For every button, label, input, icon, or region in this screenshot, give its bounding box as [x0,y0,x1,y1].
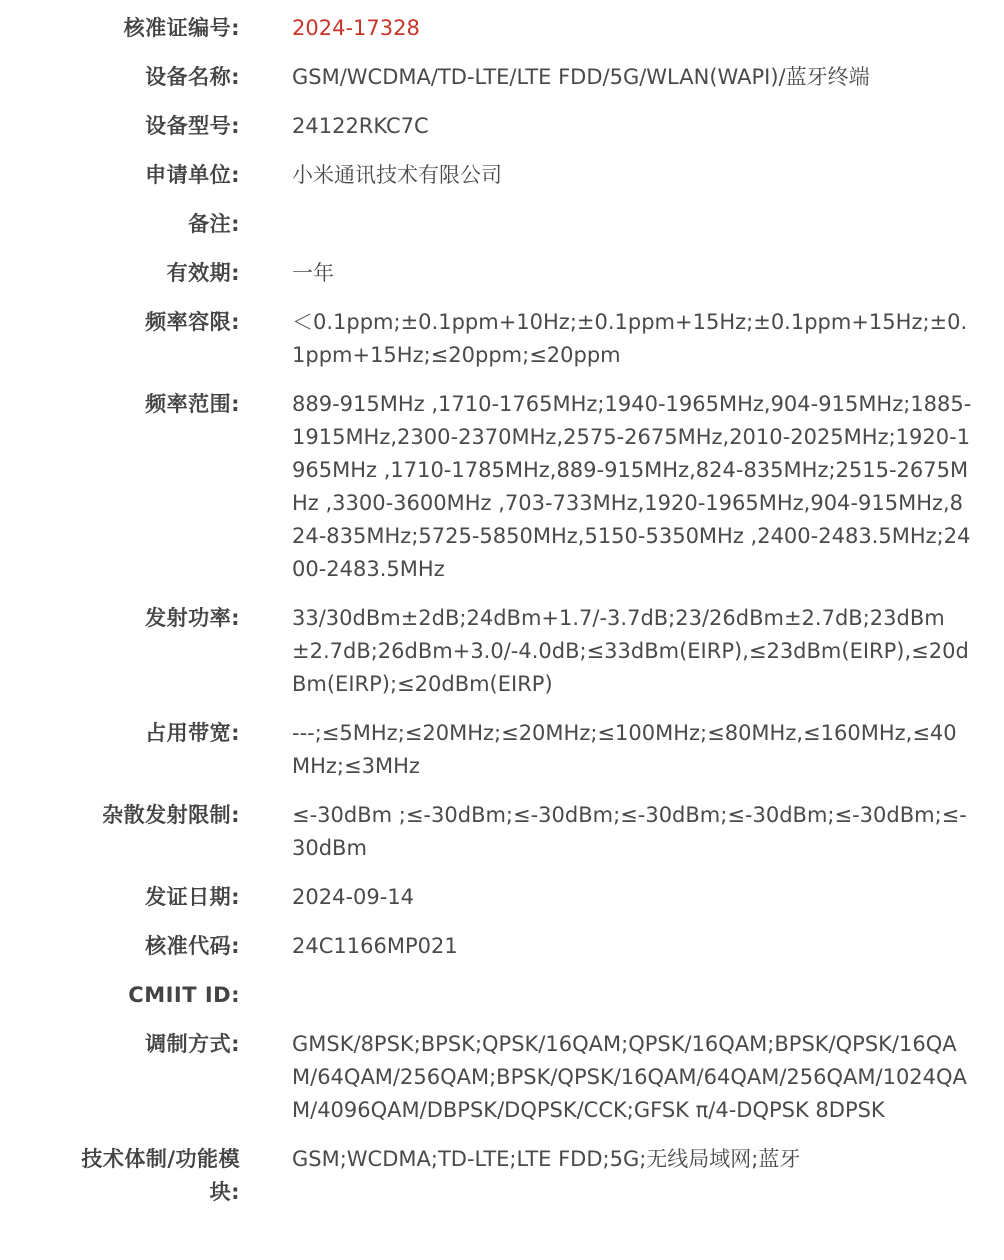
row-occupied-bw [0,717,1004,783]
row-spurious-limit [0,799,1004,865]
row-issue-date [0,881,1004,914]
label-device-model: 设备型号: [145,114,240,138]
label-modulation: 调制方式: [145,1032,240,1056]
row-remarks [0,208,1004,241]
value-approval-no: 2024-17328 [292,16,420,40]
row-freq-tolerance [0,306,1004,372]
label-applicant: 申请单位: [145,163,240,187]
label-spurious-limit: 杂散发射限制: [102,803,240,827]
value-issue-date: 2024-09-14 [292,885,415,909]
row-tx-power [0,602,1004,701]
label-device-name: 设备名称: [145,65,240,89]
value-device-model: 24122RKC7C [292,114,429,138]
value-freq-range: 889-915MHz ,1710-1765MHz;1940-1965MHz,904-915MHz;1885-1915MHz,2300-2370MHz,2575-2675MHz,2010-2025MHz;1920-1965MHz ,1710-1785MHz,889-915MHz,824-835MHz;2515-2675MHz ,3300-3600MHz ,703-733MHz,1920-1965MHz,904-915MHz,824-835MHz;5725-5850MHz,5150-5350MHz ,2400-2483.5MHz;2400-2483.5MHz [292,392,972,581]
row-device-name [0,61,1004,94]
row-applicant [0,159,1004,192]
row-device-model [0,110,1004,143]
label-remarks: 备注: [188,212,240,236]
value-freq-tolerance: ＜0.1ppm;±0.1ppm+10Hz;±0.1ppm+15Hz;±0.1ppm+15Hz;±0.1ppm+15Hz;≤20ppm;≤20ppm [292,310,968,367]
label-tx-power: 发射功率: [145,606,240,630]
value-applicant: 小米通讯技术有限公司 [292,163,502,187]
row-modulation [0,1028,1004,1127]
value-validity: 一年 [292,261,334,285]
label-tech-modules: 技术体制/功能模块: [81,1147,240,1204]
value-modulation: GMSK/8PSK;BPSK;QPSK/16QAM;QPSK/16QAM;BPSK/QPSK/16QAM/64QAM/256QAM;BPSK/QPSK/16QAM/64QAM/256QAM/1024QAM/4096QAM/DBPSK/DQPSK/CCK;GFSK π/4-DQPSK 8DPSK [292,1032,967,1122]
value-approval-code: 24C1166MP021 [292,934,458,958]
value-occupied-bw: ---;≤5MHz;≤20MHz;≤20MHz;≤100MHz;≤80MHz,≤160MHz,≤40MHz;≤3MHz [292,721,957,778]
row-freq-range [0,388,1004,586]
label-freq-range: 频率范围: [145,392,240,416]
label-approval-no: 核准证编号: [123,16,240,40]
label-validity: 有效期: [166,261,240,285]
row-tech-modules [0,1143,1004,1209]
value-device-name: GSM/WCDMA/TD-LTE/LTE FDD/5G/WLAN(WAPI)/蓝牙终端 [292,65,870,89]
value-tech-modules: GSM;WCDMA;TD-LTE;LTE FDD;5G;无线局域网;蓝牙 [292,1147,801,1171]
label-occupied-bw: 占用带宽: [145,721,240,745]
label-cmiit-id: CMIIT ID: [128,983,240,1007]
row-cmiit-id [0,979,1004,1012]
row-approval-code [0,930,1004,963]
row-validity [0,257,1004,290]
row-approval-no [0,12,1004,45]
value-tx-power: 33/30dBm±2dB;24dBm+1.7/-3.7dB;23/26dBm±2.7dB;23dBm±2.7dB;26dBm+3.0/-4.0dB;≤33dBm(EIRP),≤23dBm(EIRP),≤20dBm(EIRP);≤20dBm(EIRP) [292,606,969,696]
label-freq-tolerance: 频率容限: [145,310,240,334]
label-approval-code: 核准代码: [145,934,240,958]
value-spurious-limit: ≤-30dBm ;≤-30dBm;≤-30dBm;≤-30dBm;≤-30dBm;≤-30dBm;≤-30dBm [292,803,967,860]
label-issue-date: 发证日期: [145,885,240,909]
